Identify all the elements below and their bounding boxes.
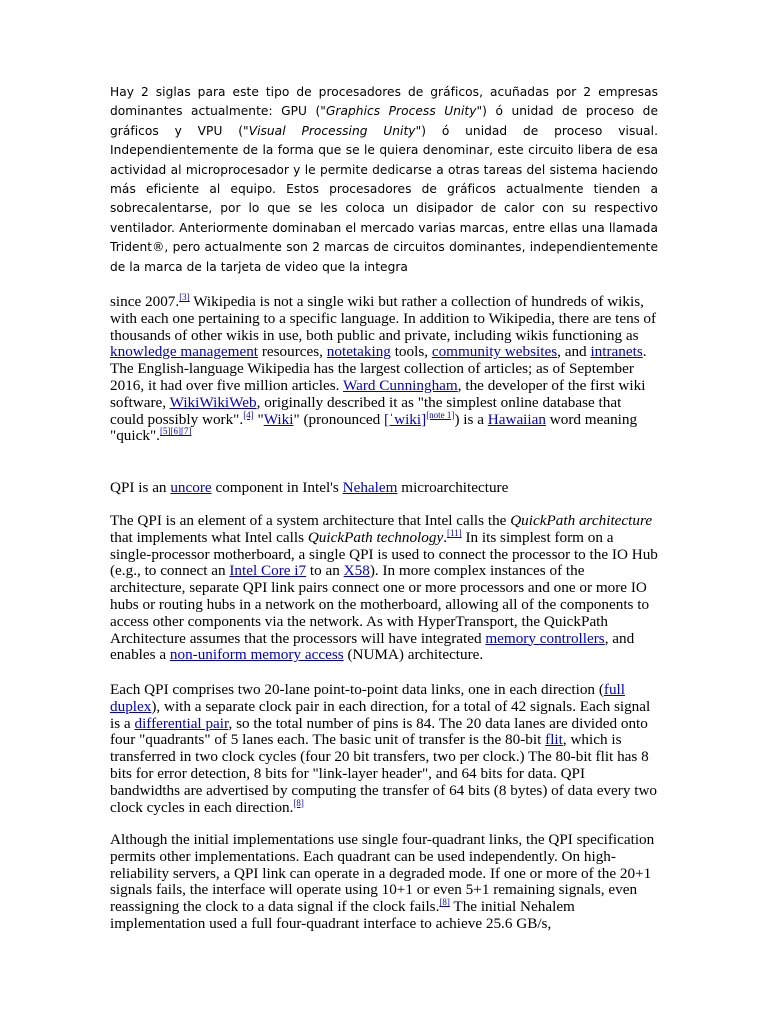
text-run: Although the initial implementations use single four-quadrant links, the QPI specification permits other implementations. Each quadrant can be used independently. On high-reliability servers, a QPI link can operate in a degraded mode. If one or more of the 20+1 signals fails, the interface will operate using 10+1 or even 5+1 remaining signals, even reassigning the clock to a data signal if the clock fails. bbox=[110, 831, 655, 916]
emphasis-quickpath-architecture: QuickPath architecture bbox=[510, 512, 653, 529]
text-run: ), with a separate clock pair in each direction, for a total of 42 signals. Each signal is a bbox=[110, 697, 651, 732]
qpi-degraded-mode-paragraph bbox=[110, 832, 658, 933]
text-run: to an bbox=[306, 562, 344, 580]
text-run: QPI is an bbox=[110, 479, 171, 496]
link-uncore[interactable]: uncore bbox=[170, 479, 212, 496]
text-run: , which is transferred in two clock cycles (four 20 bit transfers, two per clock.) The 80-bit flit has 8 bits for error detection, 8 bits for "link-layer header", and 64 bits for data. QPI bandwidths are advertised by computing the transfer of 64 bits (8 bytes) of data every two clock cycles in each direction. bbox=[110, 731, 658, 816]
link-wiki[interactable]: Wiki bbox=[263, 410, 294, 428]
link-ward-cunningham[interactable]: Ward Cunningham bbox=[342, 376, 458, 394]
link-hawaiian[interactable]: Hawaiian bbox=[487, 410, 546, 428]
text-run: Each QPI comprises two 20-lane point-to-point data links, one in each direction ( bbox=[110, 681, 604, 698]
text-run: Hay 2 siglas para este tipo de procesadores de gráficos, acuñadas por 2 empresas dominantes actualmente: GPU (" bbox=[110, 85, 658, 119]
text-run: tools, bbox=[390, 343, 432, 361]
reference-link[interactable]: [5][6][7] bbox=[159, 426, 192, 437]
qpi-links-paragraph bbox=[110, 682, 658, 816]
text-run: . The English-language Wikipedia has the largest collection of articles; as of September 2016, it had over five million articles. bbox=[110, 343, 647, 394]
link-nehalem[interactable]: Nehalem bbox=[342, 479, 398, 496]
link-ipa-pronunciation[interactable]: [ˈwiki] bbox=[384, 410, 427, 428]
text-run: resources, bbox=[258, 343, 327, 361]
text-run: Wikipedia is not a single wiki but rather a collection of hundreds of wikis, with each one pertaining to a specific language. In addition to Wikipedia, there are tens of thousands of other wikis in use, both public and private, including wikis functioning as bbox=[110, 293, 657, 344]
qpi-architecture-text bbox=[110, 513, 658, 664]
reference-link[interactable]: [8] bbox=[439, 897, 450, 908]
emphasis-vpu: Visual Processing Unity bbox=[248, 123, 416, 138]
text-run: ") ó unidad de proceso de gráficos y VPU (" bbox=[110, 104, 659, 138]
wiki-paragraph bbox=[110, 294, 658, 445]
note-link[interactable]: [note 1] bbox=[426, 409, 455, 420]
link-intranets[interactable]: intranets bbox=[590, 343, 643, 361]
text-run: ") ó unidad de proceso visual. Independientemente de la forma que se le quiera denominar, este circuito libera de esa actividad al microprocesador y le permite dedicarse a otras tareas del sistema haciendo más eficiente al equipo. Estos procesadores de gráficos actualmente tienden a sobrecalentarse, por lo que se les coloca un disipador de calor con su respectivo ventilador. Anteriormente dominaban el mercado varias marcas, entre ellas una llamada Trident®, pero actualmente son 2 marcas de circuitos dominantes, independientemente de la marca de la tarjeta de video que la integra bbox=[110, 123, 658, 274]
text-run: In its simplest form on a single-processor motherboard, a single QPI is used to connect the processor to the IO Hub (e.g., to connect an bbox=[110, 528, 658, 580]
qpi-intro-paragraph bbox=[110, 480, 658, 497]
emphasis-quickpath-technology: QuickPath technology bbox=[307, 528, 444, 546]
emphasis-gpu: Graphics Process Unity bbox=[325, 104, 477, 119]
qpi-degraded-mode-text bbox=[110, 832, 658, 933]
text-run: , so the total number of pins is 84. The 20 data lanes are divided onto four "quadrants" of 5 lanes each. The basic unit of transfer is the 80-bit bbox=[110, 714, 648, 749]
text-run: " bbox=[253, 410, 264, 428]
text-run: ) is a bbox=[454, 410, 488, 428]
text-run: (NUMA) architecture. bbox=[343, 646, 484, 664]
link-x58[interactable]: X58 bbox=[343, 562, 370, 580]
link-notetaking[interactable]: notetaking bbox=[326, 343, 391, 361]
reference-link[interactable]: [11] bbox=[446, 527, 462, 538]
text-run: . bbox=[443, 528, 447, 546]
text-run: that implements what Intel calls bbox=[110, 528, 308, 546]
reference-link[interactable]: [4] bbox=[243, 409, 254, 420]
spanish-paragraph-text bbox=[110, 83, 658, 277]
qpi-links-text bbox=[110, 682, 658, 816]
spanish-paragraph bbox=[110, 83, 658, 277]
wiki-paragraph-text bbox=[110, 294, 658, 445]
link-wikiwikiweb[interactable]: WikiWikiWeb bbox=[169, 393, 257, 411]
link-non-uniform-memory-access[interactable]: non-uniform memory access bbox=[169, 646, 344, 664]
link-knowledge-management[interactable]: knowledge management bbox=[110, 343, 259, 361]
text-run: , and bbox=[557, 343, 591, 361]
text-run: , and enables a bbox=[110, 629, 635, 664]
text-run: word meaning "quick". bbox=[110, 410, 638, 445]
link-full-duplex[interactable]: full duplex bbox=[110, 681, 625, 715]
reference-link[interactable]: [3] bbox=[179, 292, 190, 302]
text-run: microarchitecture bbox=[397, 479, 509, 496]
text-run: component in Intel's bbox=[211, 479, 343, 496]
text-run: , originally described it as "the simplest online database that could possibly work". bbox=[110, 393, 622, 428]
link-community-websites[interactable]: community websites bbox=[431, 343, 558, 361]
link-memory-controllers[interactable]: memory controllers bbox=[485, 629, 605, 647]
link-differential-pair[interactable]: differential pair bbox=[134, 714, 229, 732]
qpi-intro-text bbox=[110, 480, 658, 497]
text-run: since 2007. bbox=[110, 293, 180, 310]
reference-link[interactable]: [8] bbox=[293, 797, 304, 808]
text-run: The QPI is an element of a system architecture that Intel calls the bbox=[110, 512, 511, 529]
text-run: The initial Nehalem implementation used a full four-quadrant interface to achieve 25.6 GB/s, bbox=[110, 898, 575, 932]
text-run: " (pronounced bbox=[293, 410, 384, 428]
link-intel-core-i7[interactable]: Intel Core i7 bbox=[229, 562, 307, 580]
qpi-architecture-paragraph bbox=[110, 513, 658, 664]
text-run: , the developer of the first wiki software, bbox=[110, 376, 646, 411]
link-flit[interactable]: flit bbox=[545, 731, 563, 749]
text-run: ). In more complex instances of the architecture, separate QPI link pairs connect one or more processors and one or more IO hubs or routing hubs in a network on the motherboard, allowing all of the components to access other components via the network. As with HyperTransport, the QuickPath Architecture assumes that the processors will have integrated bbox=[110, 562, 650, 647]
